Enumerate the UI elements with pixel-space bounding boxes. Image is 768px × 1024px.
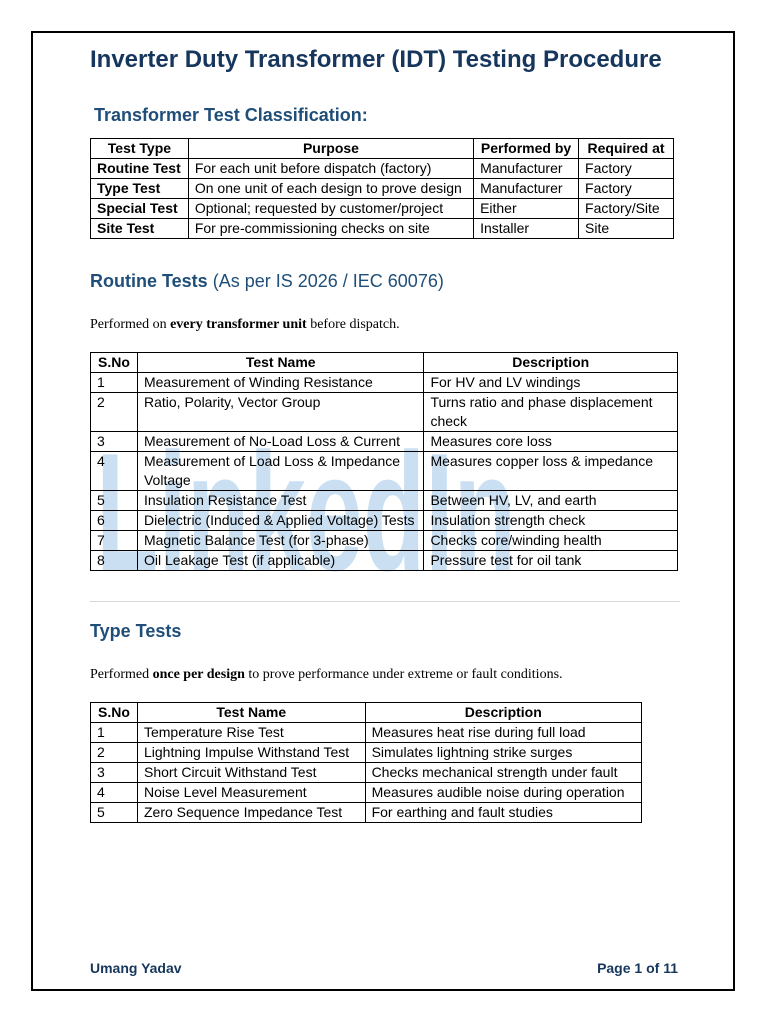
purpose-cell: On one unit of each design to prove design: [188, 179, 473, 199]
column-header: Description: [424, 353, 678, 373]
test-type-cell: Site Test: [91, 219, 189, 239]
column-header: Description: [365, 703, 641, 723]
column-header: Purpose: [188, 139, 473, 159]
description-cell: Pressure test for oil tank: [424, 551, 678, 571]
table-row: [91, 763, 642, 783]
description-cell: Measures audible noise during operation: [365, 783, 641, 803]
serial-cell: 5: [91, 803, 138, 823]
table-row: [91, 551, 678, 571]
test-name-cell: Measurement of No-Load Loss & Current: [137, 432, 423, 452]
type-tests-table: [90, 702, 642, 823]
table-row: [91, 743, 642, 763]
test-name-cell: Measurement of Winding Resistance: [137, 373, 423, 393]
test-type-cell: Routine Test: [91, 159, 189, 179]
document-title: Inverter Duty Transformer (IDT) Testing Procedure: [90, 46, 662, 73]
table-row: [91, 373, 678, 393]
table-row: [91, 219, 674, 239]
performed-by-cell: Installer: [474, 219, 579, 239]
serial-cell: 1: [91, 373, 138, 393]
table-row: [91, 159, 674, 179]
intro-text: to prove performance under extreme or fault conditions.: [244, 667, 563, 682]
intro-emphasis: every transformer unit: [170, 317, 307, 332]
table-row: [91, 511, 678, 531]
test-name-cell: Noise Level Measurement: [137, 783, 365, 803]
routine-tests-table: [90, 352, 678, 571]
description-cell: For HV and LV windings: [424, 373, 678, 393]
intro-text: before dispatch.: [306, 317, 400, 332]
classification-header-row: [91, 139, 674, 159]
purpose-cell: For pre-commissioning checks on site: [188, 219, 473, 239]
serial-cell: 2: [91, 393, 138, 432]
column-header: Required at: [579, 139, 674, 159]
footer-author: Umang Yadav: [90, 960, 182, 976]
required-at-cell: Factory: [579, 159, 674, 179]
performed-by-cell: Manufacturer: [474, 179, 579, 199]
watermark-text: LinkedIn: [96, 432, 516, 588]
type-tests-intro: [90, 667, 563, 683]
serial-cell: 4: [91, 452, 138, 491]
test-name-cell: Temperature Rise Test: [137, 723, 365, 743]
classification-heading: Transformer Test Classification:: [94, 105, 368, 125]
table-row: [91, 723, 642, 743]
serial-cell: 8: [91, 551, 138, 571]
description-cell: Measures core loss: [424, 432, 678, 452]
column-header: Test Type: [91, 139, 189, 159]
table-row: [91, 491, 678, 511]
test-name-cell: Ratio, Polarity, Vector Group: [137, 393, 423, 432]
description-cell: Measures copper loss & impedance: [424, 452, 678, 491]
intro-text: Performed on: [90, 317, 171, 332]
routine-tests-heading-text: Routine Tests: [90, 271, 208, 291]
table-row: [91, 199, 674, 219]
description-cell: Turns ratio and phase displacement check: [424, 393, 678, 432]
performed-by-cell: Either: [474, 199, 579, 219]
test-name-cell: Lightning Impulse Withstand Test: [137, 743, 365, 763]
table-row: [91, 531, 678, 551]
serial-cell: 1: [91, 723, 138, 743]
purpose-cell: Optional; requested by customer/project: [188, 199, 473, 219]
description-cell: For earthing and fault studies: [365, 803, 641, 823]
description-cell: Checks core/winding health: [424, 531, 678, 551]
serial-cell: 6: [91, 511, 138, 531]
description-cell: Checks mechanical strength under fault: [365, 763, 641, 783]
column-header: Performed by: [474, 139, 579, 159]
classification-table: [90, 138, 674, 239]
required-at-cell: Site: [579, 219, 674, 239]
type-tests-heading: Type Tests: [90, 621, 182, 641]
intro-emphasis: once per design: [152, 667, 245, 682]
type-header-row: [91, 703, 642, 723]
column-header: Test Name: [137, 703, 365, 723]
test-type-cell: Type Test: [91, 179, 189, 199]
test-name-cell: Measurement of Load Loss & Impedance Voltage: [137, 452, 423, 491]
routine-tests-intro: [90, 317, 400, 333]
description-cell: Insulation strength check: [424, 511, 678, 531]
test-name-cell: Dielectric (Induced & Applied Voltage) Tests: [137, 511, 423, 531]
serial-cell: 4: [91, 783, 138, 803]
description-cell: Simulates lightning strike surges: [365, 743, 641, 763]
serial-cell: 7: [91, 531, 138, 551]
routine-tests-heading: [90, 271, 444, 292]
serial-cell: 3: [91, 432, 138, 452]
required-at-cell: Factory/Site: [579, 199, 674, 219]
table-row: [91, 452, 678, 491]
test-name-cell: Magnetic Balance Test (for 3-phase): [137, 531, 423, 551]
table-row: [91, 803, 642, 823]
description-cell: Measures heat rise during full load: [365, 723, 641, 743]
performed-by-cell: Manufacturer: [474, 159, 579, 179]
section-divider: [90, 601, 680, 602]
test-name-cell: Zero Sequence Impedance Test: [137, 803, 365, 823]
purpose-cell: For each unit before dispatch (factory): [188, 159, 473, 179]
serial-cell: 2: [91, 743, 138, 763]
serial-cell: 5: [91, 491, 138, 511]
table-row: [91, 783, 642, 803]
column-header: S.No: [91, 703, 138, 723]
test-name-cell: Oil Leakage Test (if applicable): [137, 551, 423, 571]
footer-page-number: Page 1 of 11: [597, 960, 678, 976]
test-type-cell: Special Test: [91, 199, 189, 219]
test-name-cell: Insulation Resistance Test: [137, 491, 423, 511]
intro-text: Performed: [90, 667, 153, 682]
serial-cell: 3: [91, 763, 138, 783]
routine-tests-standard: (As per IS 2026 / IEC 60076): [212, 271, 444, 291]
table-row: [91, 432, 678, 452]
table-row: [91, 393, 678, 432]
column-header: S.No: [91, 353, 138, 373]
routine-header-row: [91, 353, 678, 373]
required-at-cell: Factory: [579, 179, 674, 199]
test-name-cell: Short Circuit Withstand Test: [137, 763, 365, 783]
table-row: [91, 179, 674, 199]
column-header: Test Name: [137, 353, 423, 373]
description-cell: Between HV, LV, and earth: [424, 491, 678, 511]
